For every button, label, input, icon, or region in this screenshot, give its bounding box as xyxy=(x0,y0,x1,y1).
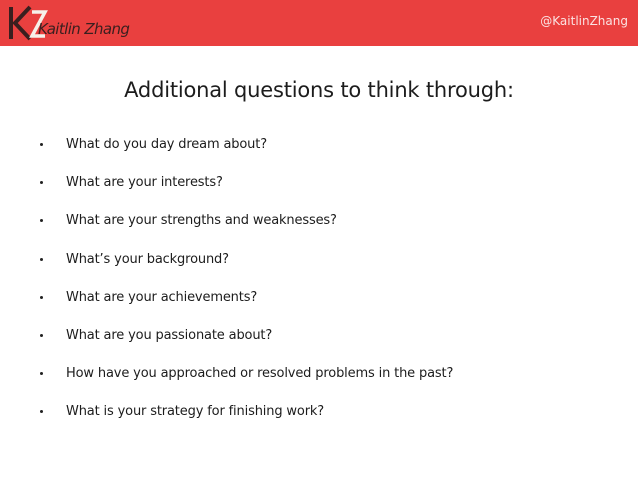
slide-title: Additional questions to think through: xyxy=(124,78,514,102)
list-item-text: How have you approached or resolved problems in the past? xyxy=(66,366,454,382)
list-item-text: What’s your background? xyxy=(66,251,229,267)
bullet-dot-icon xyxy=(40,219,43,222)
list-item-text: What are your strengths and weaknesses? xyxy=(66,213,337,229)
bullet-dot-icon xyxy=(40,296,43,299)
bullet-dot-icon xyxy=(40,143,43,146)
header-bar xyxy=(0,0,638,46)
bullet-dot-icon xyxy=(40,334,43,337)
brand-name: Kaitlin Zhang xyxy=(38,20,130,38)
bullet-dot-icon xyxy=(40,181,43,184)
bullet-dot-icon xyxy=(40,410,43,413)
bullet-dot-icon xyxy=(40,372,43,375)
list-item-text: What are your achievements? xyxy=(66,289,258,305)
social-handle: @KaitlinZhang xyxy=(540,14,628,28)
list-item-text: What do you day dream about? xyxy=(66,137,267,152)
list-item-text: What are you passionate about? xyxy=(66,327,273,343)
bullet-dot-icon xyxy=(40,258,43,261)
list-item-text: What are your interests? xyxy=(66,175,223,191)
list-item-text: What is your strategy for finishing work? xyxy=(66,404,325,420)
